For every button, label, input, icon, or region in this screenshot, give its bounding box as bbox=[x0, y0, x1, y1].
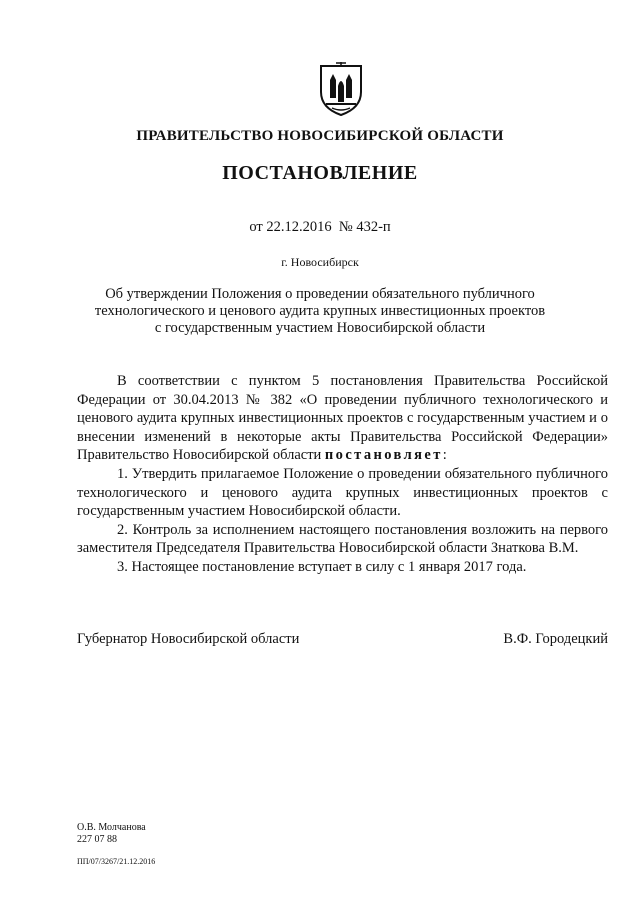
preamble-text: В соответствии с пунктом 5 постановления Правительства Российской Федерации от 30.04.2013 № 382 «О проведении публичного технологического и ценового аудита крупных инвестиционных проектов с государственным участием и о внесении изменений в некоторые акты Правительства Российской Федерации» Правительство Новосибирской области bbox=[77, 373, 608, 464]
document-number: № 432-п bbox=[338, 219, 391, 235]
document-subject bbox=[0, 286, 640, 337]
item-paragraph: 1. Утвердить прилагаемое Положение о проведении обязательного публичного технологического и ценового аудита крупных инвестиционных проектов с государственным участием Новосибирской области. bbox=[77, 465, 608, 520]
document-city: г. Новосибирск bbox=[281, 255, 359, 269]
date-prefix: от bbox=[249, 219, 263, 235]
document-body bbox=[77, 372, 608, 577]
signer-title: Губернатор Новосибирской области bbox=[77, 631, 300, 647]
coat-of-arms-icon bbox=[316, 58, 366, 118]
document-type: ПОСТАНОВЛЕНИЕ bbox=[222, 162, 418, 184]
executor-phone: 227 07 88 bbox=[77, 834, 117, 845]
executor-name: О.В. Молчанова bbox=[77, 822, 146, 833]
government-name: ПРАВИТЕЛЬСТВО НОВОСИБИРСКОЙ ОБЛАСТИ bbox=[136, 128, 504, 144]
document-date: 22.12.2016 bbox=[266, 219, 332, 235]
date-number-line bbox=[0, 219, 640, 236]
preamble-paragraph bbox=[77, 372, 608, 465]
decree-suffix: : bbox=[442, 447, 447, 464]
decree-word: постановляет bbox=[324, 447, 443, 464]
subject-line: Об утверждении Положения о проведении обязательного публичного bbox=[105, 286, 535, 302]
subject-line: технологического и ценового аудита крупных инвестиционных проектов bbox=[94, 303, 546, 319]
item-paragraph: 2. Контроль за исполнением настоящего постановления возложить на первого заместителя Председателя Правительства Новосибирской области Знаткова В.М. bbox=[77, 521, 608, 557]
subject-line: с государственным участием Новосибирской области bbox=[154, 320, 486, 336]
item-paragraph: 3. Настоящее постановление вступает в силу с 1 января 2017 года. bbox=[117, 558, 527, 575]
registry-number: ПП/07/3267/21.12.2016 bbox=[77, 857, 156, 866]
signer-name: В.Ф. Городецкий bbox=[503, 631, 608, 647]
